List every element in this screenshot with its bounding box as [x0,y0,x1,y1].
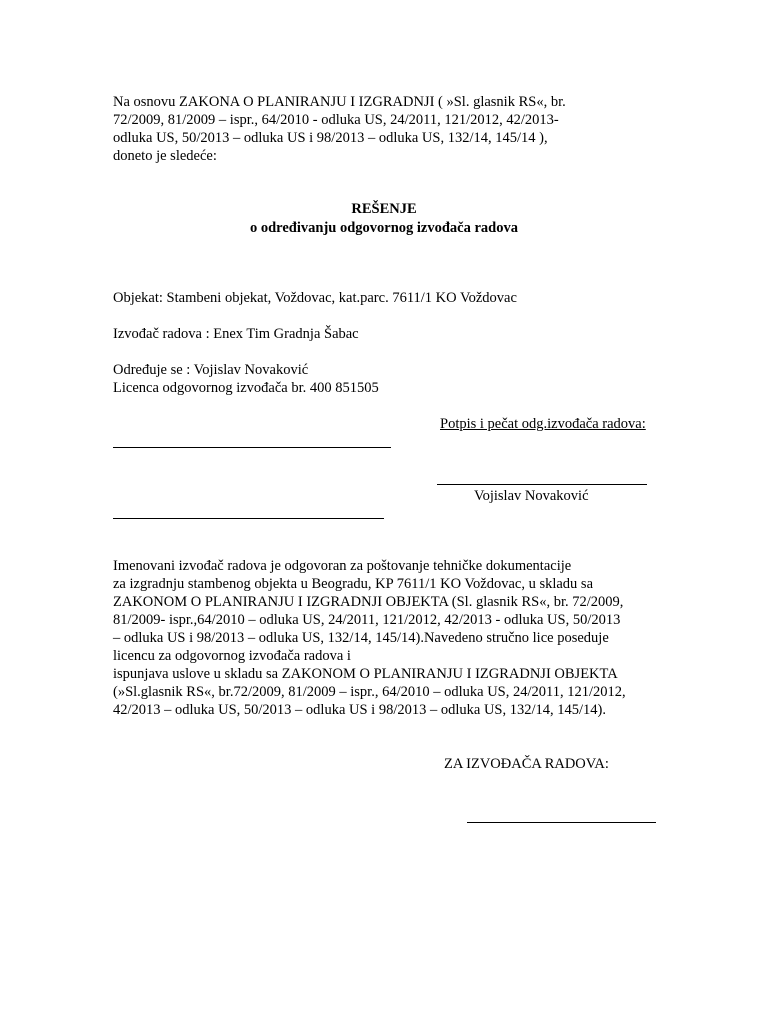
body-line-3: ZAKONOM O PLANIRANJU I IZGRADNJI OBJEKTA (Sl. glasnik RS«, br. 72/2009, [113,594,624,610]
signature-line-left-1 [113,447,391,448]
intro-line-3: odluka US, 50/2013 – odluka US i 98/2013 – odluka US, 132/14, 145/14 ), [113,130,548,146]
signature-line-left-2 [113,518,384,519]
objekat-line: Objekat: Stambeni objekat, Voždovac, kat.parc. 7611/1 KO Voždovac [113,290,517,306]
licenca-line: Licenca odgovornog izvođača br. 400 851505 [113,380,379,396]
body-line-5: – odluka US i 98/2013 – odluka US, 132/14, 145/14).Navedeno stručno lice poseduje [113,630,609,646]
document-subtitle: o određivanju odgovornog izvođača radova [249,220,518,236]
signature-label: Potpis i pečat odg.izvođača radova: [440,416,646,432]
body-line-2: za izgradnju stambenog objekta u Beogradu, KP 7611/1 KO Voždovac, u skladu sa [113,576,594,592]
intro-line-1: Na osnovu ZAKONA O PLANIRANJU I IZGRADNJI ( »Sl. glasnik RS«, br. [113,94,566,110]
body-line-8: (»Sl.glasnik RS«, br.72/2009, 81/2009 – ispr., 64/2010 – odluka US, 24/2011, 121/2012, [113,684,626,700]
izvodjac-line: Izvođač radova : Enex Tim Gradnja Šabac [113,326,359,342]
intro-line-4: doneto je sledeće: [113,148,217,164]
odredjuje-line: Određuje se : Vojislav Novaković [113,362,309,378]
body-line-1: Imenovani izvođač radova je odgovoran za poštovanje tehničke dokumentacije [113,558,572,574]
body-line-4: 81/2009- ispr.,64/2010 – odluka US, 24/2011, 121/2012, 42/2013 - odluka US, 50/2013 [113,612,621,628]
intro-line-2: 72/2009, 81/2009 – ispr., 64/2010 - odluka US, 24/2011, 121/2012, 42/2013- [113,112,559,128]
signature-name: Vojislav Novaković [474,488,589,504]
body-line-9: 42/2013 – odluka US, 50/2013 – odluka US i 98/2013 – odluka US, 132/14, 145/14). [113,702,606,718]
closing-signature-line [467,822,656,823]
body-line-7: ispunjava uslove u skladu sa ZAKONOM O PLANIRANJU I IZGRADNJI OBJEKTA [113,666,618,682]
body-line-6: licencu za odgovornog izvođača radova i [113,648,351,664]
signature-line-right [437,484,647,485]
closing-label: ZA IZVOĐAČA RADOVA: [444,756,609,772]
document-title: REŠENJE [351,201,417,217]
